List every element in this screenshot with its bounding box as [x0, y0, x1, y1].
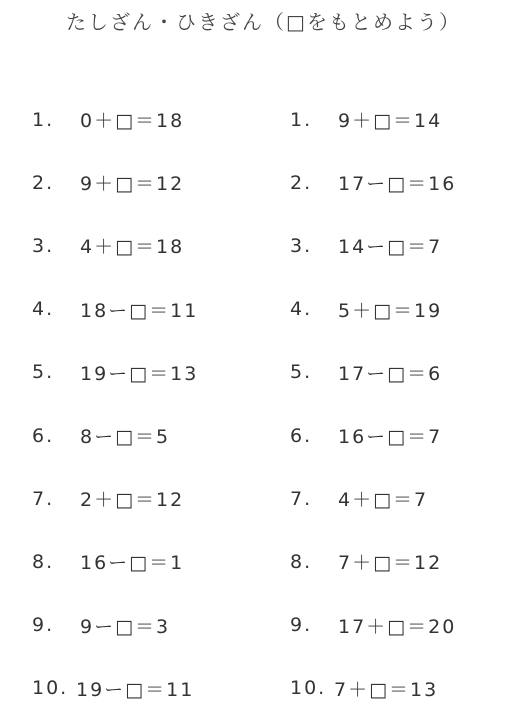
problem-expression: 9ー□＝3	[80, 615, 171, 638]
problem-number: 1.	[290, 108, 313, 131]
problem-item	[290, 467, 456, 530]
problem-expression: 8ー□＝5	[80, 426, 171, 449]
problem-expression: 7＋□＝13	[334, 678, 439, 701]
problem-expression: 16ー□＝1	[80, 552, 185, 575]
worksheet-title: たしざん・ひきざん（□をもとめよう）	[66, 10, 461, 34]
problem-item	[32, 530, 198, 593]
problem-number: 4.	[290, 298, 313, 321]
problem-number: 6.	[290, 424, 313, 447]
problem-number: 2.	[290, 171, 313, 194]
problem-item	[290, 657, 456, 720]
problem-item	[32, 594, 198, 657]
problem-expression: 14ー□＝7	[338, 236, 443, 259]
problem-expression: 17ー□＝6	[338, 362, 443, 385]
problem-item	[32, 404, 198, 467]
problem-expression: 4＋□＝7	[338, 489, 429, 512]
problem-number: 5.	[290, 361, 313, 384]
problem-item	[290, 530, 456, 593]
problem-item	[32, 88, 198, 151]
problem-expression: 2＋□＝12	[80, 489, 185, 512]
problem-item	[32, 341, 198, 404]
problem-item	[290, 404, 456, 467]
problem-number: 9.	[32, 614, 55, 637]
problem-item	[32, 278, 198, 341]
problem-number: 1.	[32, 108, 55, 131]
problem-expression: 7＋□＝12	[338, 552, 443, 575]
problem-item	[290, 214, 456, 277]
problem-number: 7.	[290, 487, 313, 510]
problem-number: 8.	[32, 550, 55, 573]
problem-item	[32, 657, 198, 720]
problem-number: 9.	[290, 614, 313, 637]
problem-item	[32, 467, 198, 530]
problem-item	[32, 214, 198, 277]
problem-number: 5.	[32, 361, 55, 384]
problem-number: 4.	[32, 298, 55, 321]
problem-number: 3.	[32, 234, 55, 257]
problem-number: 6.	[32, 424, 55, 447]
problem-expression: 16ー□＝7	[338, 426, 443, 449]
problem-number: 2.	[32, 171, 55, 194]
problem-expression: 19ー□＝11	[76, 678, 195, 701]
problem-number: 7.	[32, 487, 55, 510]
problem-item	[32, 151, 198, 214]
problem-expression: 9＋□＝12	[80, 173, 185, 196]
problem-expression: 19ー□＝13	[80, 362, 199, 385]
problem-item	[290, 278, 456, 341]
problem-expression: 9＋□＝14	[338, 110, 443, 133]
problem-item	[290, 151, 456, 214]
problem-expression: 4＋□＝18	[80, 236, 185, 259]
problem-column-left	[32, 88, 198, 720]
problem-expression: 17ー□＝16	[338, 173, 457, 196]
problem-expression: 18ー□＝11	[80, 299, 199, 322]
problem-item	[290, 594, 456, 657]
problem-expression: 0＋□＝18	[80, 110, 185, 133]
problem-item	[290, 341, 456, 404]
problem-number: 10.	[32, 677, 69, 700]
problem-number: 8.	[290, 550, 313, 573]
problem-item	[290, 88, 456, 151]
problem-expression: 5＋□＝19	[338, 299, 443, 322]
problem-number: 3.	[290, 234, 313, 257]
problem-number: 10.	[290, 677, 327, 700]
problem-column-right	[290, 88, 456, 720]
problem-expression: 17＋□＝20	[338, 615, 457, 638]
